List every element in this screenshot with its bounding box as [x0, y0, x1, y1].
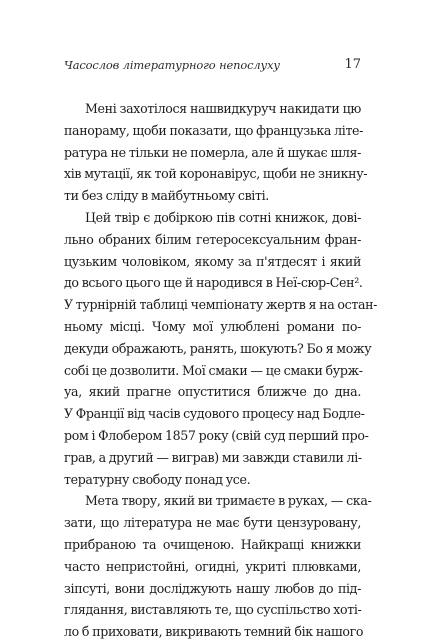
text-line: цузьким чоловіком, якому за п'ятдесят і який: [64, 253, 361, 269]
paragraph-1: [64, 98, 368, 207]
text-line: ратура не тільки не померла, але й шукає шля-: [64, 144, 361, 160]
text-line: до всього цього ще й народився в Неї-сюр-Сен².: [64, 275, 363, 291]
text-line: декуди ображають, ранять, шокують? Бо я можу: [64, 340, 372, 356]
text-line: хів мутації, як той коронавірус, щоби не зникну-: [64, 166, 368, 182]
paragraph-3: [64, 294, 378, 490]
text-line: глядання, виставляють те, що суспільство хоті-: [64, 602, 362, 618]
text-line: зіпсуті, вони досліджують нашу любов до під-: [64, 580, 361, 596]
text-line: собі це дозволити. Мої смаки — це смаки бурж-: [64, 362, 363, 378]
paragraph-2: [64, 207, 361, 294]
paragraph-4: [64, 490, 372, 643]
page-number: 17: [344, 57, 361, 72]
text-line: ньому місці. Чому мої улюблені романи по-: [64, 318, 361, 334]
text-line: ти без сліду в майбутньому світі.: [64, 188, 269, 204]
text-line: грав, а другий — виграв) ми завжди ставили лі-: [64, 449, 362, 465]
text-line: зати, що література не має бути цензуровану,: [64, 515, 361, 531]
text-line: У турнірній таблиці чемпіонату жертв я на остан-: [64, 297, 378, 313]
text-line: льно обраних білим гетеросексуальним фран-: [64, 231, 361, 247]
text-line: Мені захотілося нашвидкуруч накидати цю: [85, 101, 361, 116]
text-line: уа, який прагне опуститися ближче до дна.: [64, 384, 361, 400]
text-line: Мета твору, який ви тримаєте в руках, — ска-: [85, 493, 372, 509]
text-line: тературну свободу понад усе.: [64, 471, 251, 487]
body-text: [64, 98, 378, 643]
text-line: ром і Флобером 1857 року (свій суд перший про-: [64, 427, 369, 443]
running-head: [64, 58, 361, 78]
text-line: У Франції від часів судового процесу над Бодле-: [64, 406, 365, 422]
text-line: прибраною та очищеною. Найкращі книжки: [64, 536, 361, 552]
text-line: ло б приховати, викривають темний бік нашого: [64, 624, 364, 640]
text-line: панораму, щоби показати, що французька літе-: [64, 122, 364, 138]
text-line: часто непристойні, огидні, укриті плювками,: [64, 558, 361, 574]
text-line: Цей твір є добіркою пів сотні книжок, дові-: [85, 209, 361, 225]
running-title: Часослов літературного непослуху: [64, 58, 280, 72]
